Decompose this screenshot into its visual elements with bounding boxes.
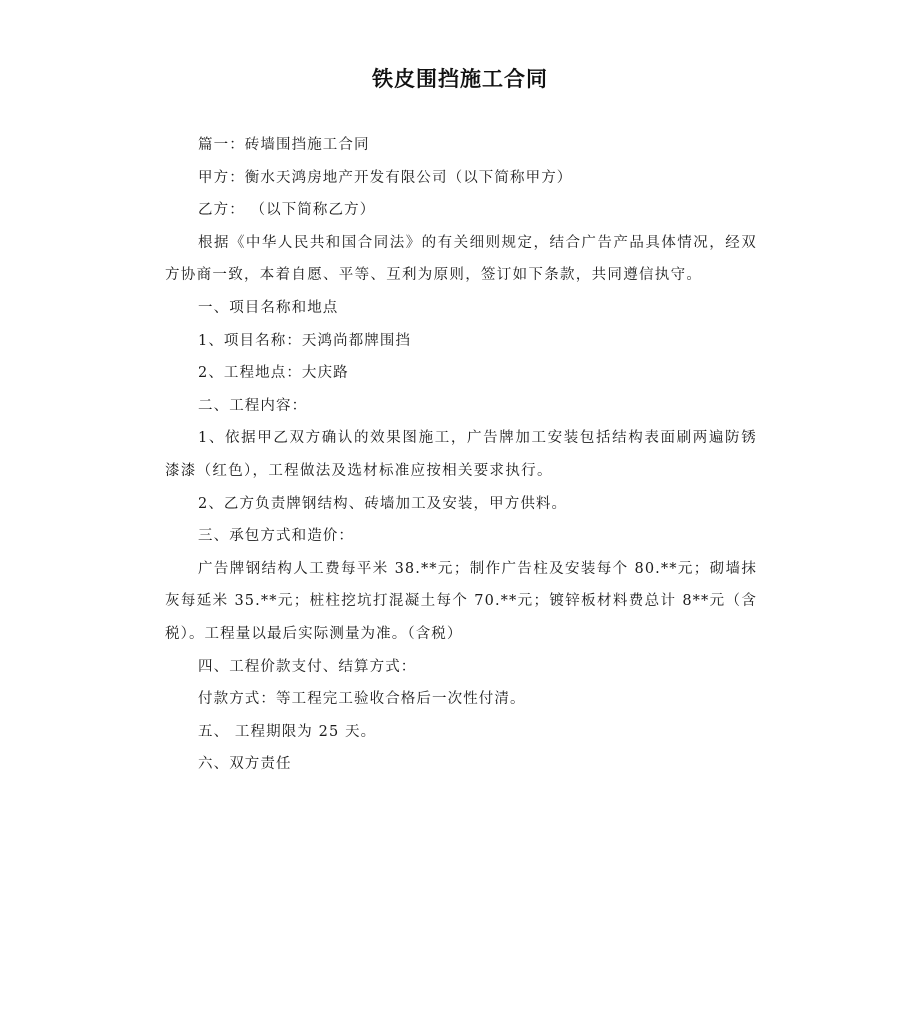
duration-line: 五、 工程期限为 25 天。 [198, 723, 377, 740]
party-b-line: 乙方： （以下简称乙方） [198, 202, 376, 219]
section-heading-responsibilities: 六、双方责任 [198, 756, 292, 773]
preamble-paragraph: 根据《中华人民共和国合同法》的有关细则规定，结合广告产品具体情况，经双方协商一致，本着自愿、平等、互利为原则，签订如下条款，共同遵信执守。 [165, 234, 757, 284]
section-heading-payment: 四、工程价款支付、结算方式： [198, 658, 417, 675]
section-heading-project: 一、项目名称和地点 [198, 299, 339, 316]
content-item-1: 1、依据甲乙双方确认的效果图施工，广告牌加工安装包括结构表面刷两遍防锈漆漆（红色），工程做法及选材标准应按相关要求执行。 [165, 430, 757, 479]
section-heading-content: 二、工程内容： [198, 397, 308, 414]
project-name-line: 1、项目名称：天鸿尚都牌围挡 [198, 332, 412, 349]
document-title: 铁皮围挡施工合同 [372, 67, 548, 91]
pricing-paragraph: 广告牌钢结构人工费每平米 38.**元；制作广告柱及安装每个 80.**元；砌墙抹灰每延米 35.**元；桩柱挖坑打混凝土每个 70.**元；镀锌板材料费总计 8**元（含税）。工程量以最后实际测量为准。（含税） [165, 560, 757, 642]
content-item-2: 2、乙方负责牌钢结构、砖墙加工及安装，甲方供料。 [198, 495, 568, 512]
payment-method-line: 付款方式：等工程完工验收合格后一次性付清。 [198, 691, 526, 708]
project-location-line: 2、工程地点：大庆路 [198, 365, 349, 382]
party-a-line: 甲方：衡水天鸿房地产开发有限公司（以下简称甲方） [198, 169, 573, 186]
document-body [165, 129, 757, 781]
section-heading-pricing: 三、承包方式和造价： [198, 528, 354, 545]
section-heading-part-one: 篇一：砖墙围挡施工合同 [198, 137, 370, 153]
